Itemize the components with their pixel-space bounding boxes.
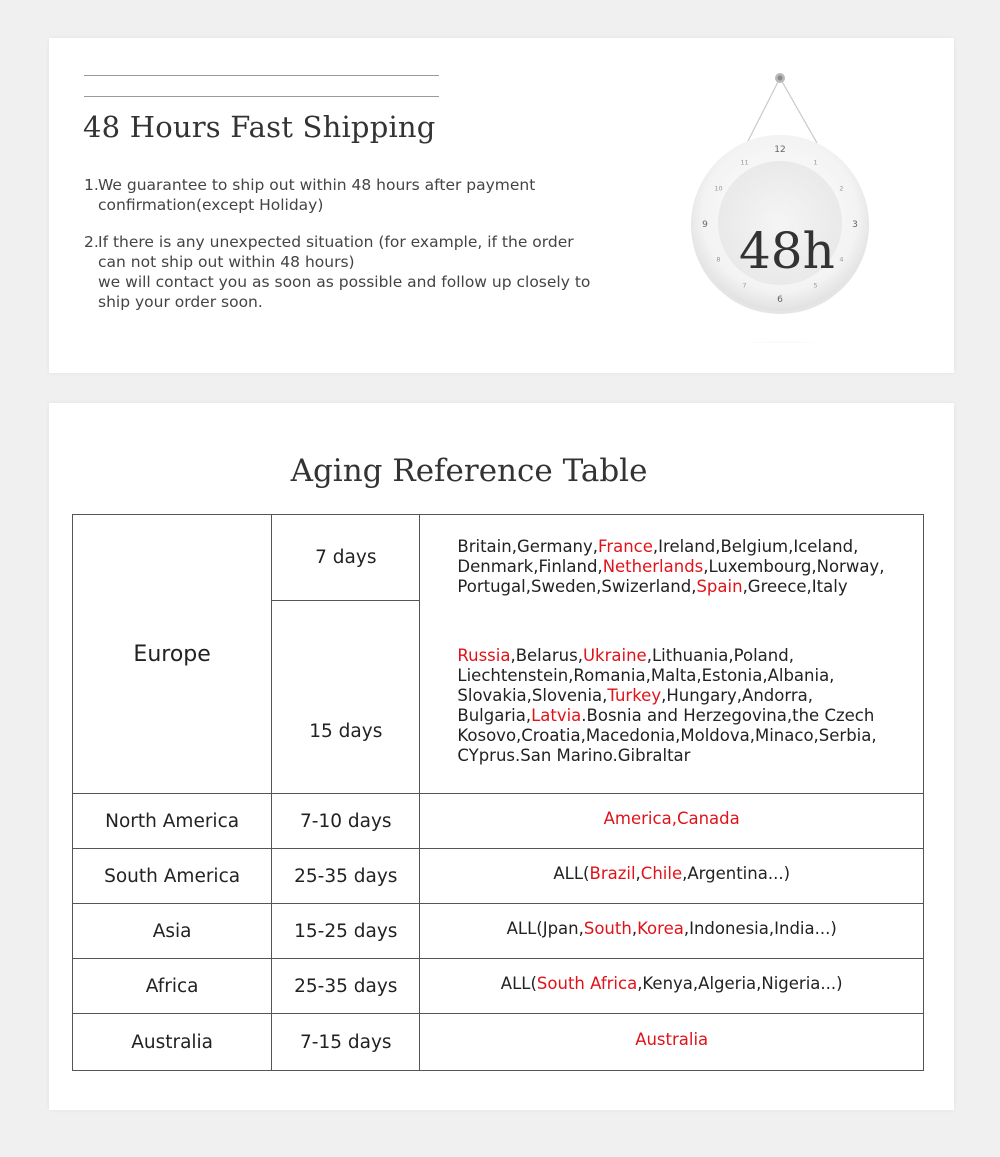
- highlighted-country: Chile: [640, 863, 683, 883]
- clock-numeral: 3: [852, 220, 858, 230]
- days-label: 7 days: [315, 547, 377, 568]
- region-cell: [73, 849, 272, 904]
- term-text: we will contact you as soon as possible and follow up closely to: [98, 273, 591, 291]
- clock-numeral: 10: [714, 184, 723, 193]
- term-text: We guarantee to ship out within 48 hours after payment: [98, 176, 536, 194]
- country-text: Denmark,Finland,: [457, 557, 603, 576]
- country-text: ,Ireland,Belgium,Iceland,: [652, 537, 859, 556]
- aging-table-card: [49, 403, 954, 1110]
- divider-line: [84, 75, 439, 76]
- country-text: Bulgaria,: [457, 706, 532, 725]
- country-text: ,: [635, 863, 641, 883]
- region-label: North America: [105, 810, 240, 832]
- country-line: [457, 746, 923, 766]
- days-label: 7-15 days: [300, 1031, 392, 1053]
- country-text: ALL(Jpan,: [506, 918, 584, 938]
- highlighted-country: Ukraine: [582, 646, 647, 665]
- country-text: Liechtenstein,Romania,Malta,Estonia,Albania,: [457, 666, 835, 685]
- country-text: ,Indonesia,India...): [683, 918, 837, 938]
- days-cell: [272, 959, 420, 1014]
- country-text: ALL(: [553, 863, 590, 883]
- region-label: Africa: [145, 975, 199, 997]
- divider-line: [84, 96, 439, 97]
- region-label: Europe: [133, 641, 211, 667]
- days-cell: [272, 904, 420, 959]
- country-line: [457, 577, 923, 597]
- country-line: [457, 706, 923, 726]
- term-text: confirmation(except Holiday): [98, 196, 324, 214]
- country-line: [457, 726, 923, 746]
- clock-numeral: 7: [742, 281, 747, 290]
- table-row: [73, 794, 924, 849]
- term-text: ship your order soon.: [98, 293, 263, 311]
- clock-icon: [689, 73, 874, 343]
- highlighted-country: South Africa: [536, 973, 638, 993]
- highlighted-country: Korea: [637, 918, 684, 938]
- table-row: [73, 849, 924, 904]
- country-group: [420, 537, 923, 597]
- countries-text: [635, 1030, 708, 1049]
- region-label: Australia: [131, 1031, 214, 1053]
- days-label: 15-25 days: [294, 920, 398, 942]
- region-cell: [73, 515, 272, 794]
- highlighted-country: Latvia: [531, 706, 582, 725]
- days-cell: [272, 849, 420, 904]
- highlighted-country: South: [583, 918, 632, 938]
- days-label: 25-35 days: [294, 865, 398, 887]
- highlighted-country: Turkey: [607, 686, 662, 705]
- highlighted-country: America,Canada: [603, 808, 740, 828]
- term-text: can not ship out within 48 hours): [98, 253, 355, 271]
- countries-text: [604, 809, 740, 828]
- clock-numeral: 2: [839, 184, 844, 193]
- countries-cell: [420, 1014, 924, 1071]
- country-text: ,Greece,Italy: [742, 577, 848, 596]
- shipping-term: [84, 232, 644, 312]
- days-cell: [272, 515, 420, 601]
- region-label: Asia: [152, 920, 192, 942]
- clock-numeral: 6: [777, 295, 783, 305]
- region-cell: [73, 1014, 272, 1071]
- table-row: [73, 904, 924, 959]
- highlighted-country: Russia: [457, 646, 511, 665]
- clock-numeral: 5: [813, 281, 818, 290]
- highlighted-country: Spain: [696, 577, 743, 596]
- country-line: [457, 537, 923, 557]
- days-cell: [272, 794, 420, 849]
- clock-numeral: 11: [740, 158, 749, 167]
- countries-text: [507, 919, 837, 938]
- table-row: [73, 515, 924, 601]
- days-label: 25-35 days: [294, 975, 398, 997]
- clock-numeral: 8: [716, 255, 721, 264]
- table-title: Aging Reference Table: [290, 453, 648, 489]
- countries-text: [501, 974, 843, 993]
- days-label: 15 days: [309, 721, 383, 742]
- countries-cell: [420, 904, 924, 959]
- country-line: [457, 646, 923, 666]
- country-text: Slovakia,Slovenia,: [457, 686, 608, 705]
- shipping-card: [49, 38, 954, 373]
- term-text: If there is any unexpected situation (for example, if the order: [98, 233, 574, 251]
- shipping-term: [84, 175, 644, 215]
- term-number: 2.: [84, 233, 99, 251]
- country-text: Portugal,Sweden,Swizerland,: [457, 577, 697, 596]
- country-text: ,: [631, 918, 638, 938]
- clock-illustration: [689, 73, 874, 343]
- country-text: ,Kenya,Algeria,Nigeria...): [637, 973, 843, 993]
- country-text: ,Luxembourg,Norway,: [703, 557, 885, 576]
- countries-cell: [420, 849, 924, 904]
- country-text: ALL(: [500, 973, 537, 993]
- country-text: .Bosnia and Herzegovina,the Czech: [581, 706, 875, 725]
- countries-text: [553, 864, 790, 883]
- clock-numeral: 9: [702, 220, 708, 230]
- country-line: [457, 557, 923, 577]
- country-text: ,Lithuania,Poland,: [646, 646, 794, 665]
- table-row: [73, 959, 924, 1014]
- days-cell: [272, 1014, 420, 1071]
- aging-reference-table: [72, 514, 924, 1071]
- highlighted-country: Netherlands: [602, 557, 704, 576]
- days-label: 7-10 days: [300, 810, 392, 832]
- country-text: CYprus.San Marino.Gibraltar: [457, 746, 691, 765]
- region-cell: [73, 904, 272, 959]
- country-text: ,Belarus,: [510, 646, 583, 665]
- days-cell: [272, 601, 420, 794]
- shipping-terms: [84, 175, 644, 312]
- highlighted-country: Brazil: [589, 863, 636, 883]
- highlighted-country: Australia: [635, 1029, 709, 1049]
- clock-numeral: 4: [839, 255, 844, 264]
- clock-numeral: 1: [813, 158, 818, 167]
- country-group: [420, 646, 923, 766]
- clock-numeral: 12: [774, 145, 786, 155]
- countries-cell: [420, 959, 924, 1014]
- country-line: [457, 666, 923, 686]
- term-number: 1.: [84, 176, 99, 194]
- country-text: Britain,Germany,: [457, 537, 599, 556]
- region-label: South America: [104, 865, 241, 887]
- country-text: ,Argentina...): [682, 863, 791, 883]
- country-text: ,Hungary,Andorra,: [661, 686, 813, 705]
- countries-cell: [420, 515, 924, 794]
- region-cell: [73, 959, 272, 1014]
- shipping-title: 48 Hours Fast Shipping: [83, 110, 436, 144]
- clock-label: 48h: [739, 222, 835, 280]
- country-line: [457, 686, 923, 706]
- country-text: Kosovo,Croatia,Macedonia,Moldova,Minaco,Serbia,: [457, 726, 877, 745]
- region-cell: [73, 794, 272, 849]
- table-row: [73, 1014, 924, 1071]
- countries-cell: [420, 794, 924, 849]
- highlighted-country: France: [598, 537, 653, 556]
